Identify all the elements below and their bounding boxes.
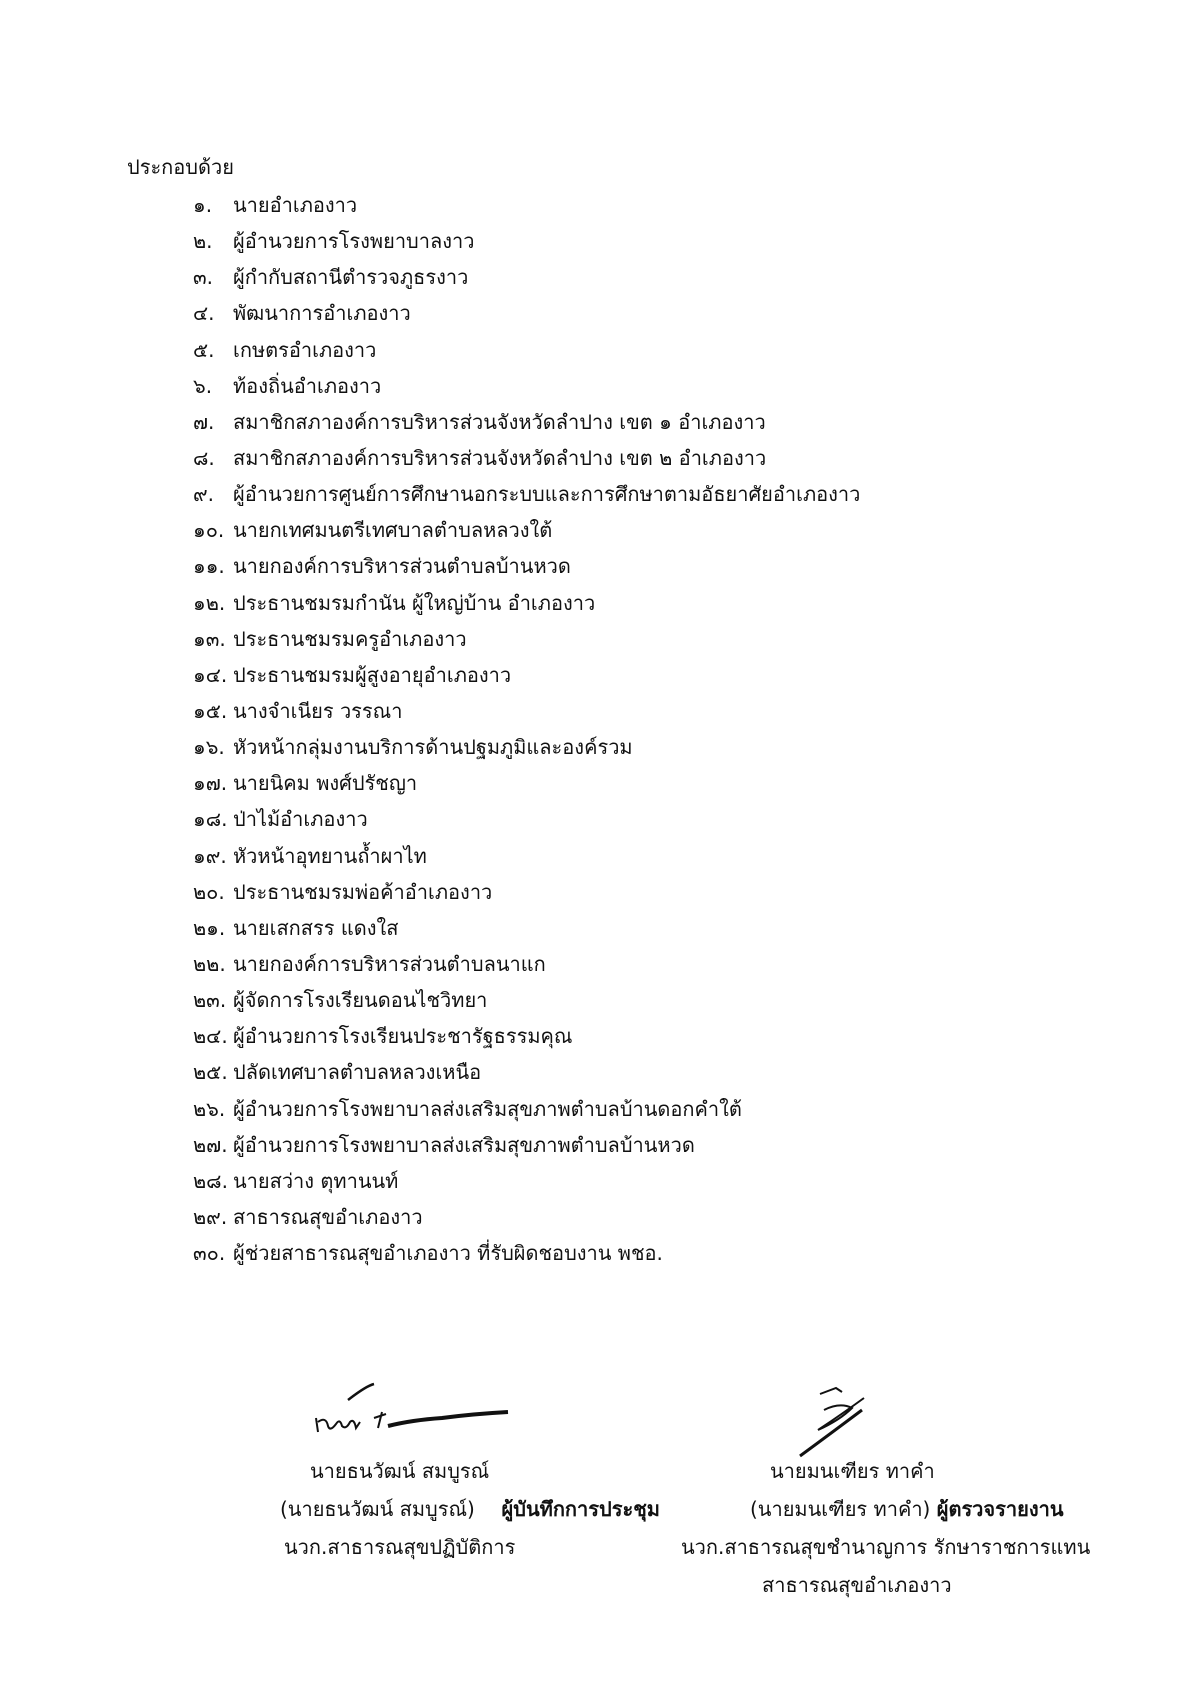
right-signer-name-paren: (นายมนเฑียร ทาคำ) (750, 1497, 931, 1521)
list-item-number: ๑๒. (193, 590, 226, 615)
list-item-text: เกษตรอำเภองาว (233, 337, 377, 362)
list-item-text: ประธานชมรมครูอำเภองาว (233, 626, 467, 651)
list-item (193, 1163, 860, 1199)
list-item (193, 223, 860, 259)
list-item-number: ๑๙. (193, 843, 227, 868)
list-item (193, 693, 860, 729)
left-signer-position: นวก.สาธารณสุขปฏิบัติการ (284, 1535, 516, 1559)
list-item-text: นายเสกสรร แดงใส (233, 915, 399, 940)
list-item-text: นายกเทศมนตรีเทศบาลตำบลหลวงใต้ (233, 518, 553, 543)
list-item (193, 332, 860, 368)
attendees-heading: ประกอบด้วย (127, 155, 234, 179)
list-item-text: ผู้กำกับสถานีตำรวจภูธรงาว (233, 265, 469, 290)
left-signer-name: นายธนวัฒน์ สมบูรณ์ (310, 1459, 490, 1483)
list-item-number: ๓. (193, 265, 214, 290)
list-item-number: ๒๔. (193, 1024, 228, 1049)
list-item-number: ๑๕. (193, 698, 228, 723)
list-item-number: ๑๖. (193, 735, 225, 760)
list-item-number: ๒. (193, 229, 213, 254)
list-item-text: ป่าไม้อำเภองาว (233, 807, 368, 832)
right-signature-block (660, 1452, 1090, 1604)
left-signer-name-paren: (นายธนวัฒน์ สมบูรณ์) (280, 1497, 475, 1521)
list-item (193, 1018, 860, 1054)
list-item (193, 548, 860, 584)
list-item-number: ๒๙. (193, 1204, 228, 1229)
list-item-text: ปลัดเทศบาลตำบลหลวงเหนือ (233, 1060, 482, 1085)
list-item-text: ผู้อำนวยการโรงพยาบาลงาว (233, 229, 475, 254)
list-item (193, 187, 860, 223)
list-item-text: พัฒนาการอำเภองาว (233, 301, 411, 326)
list-item-number: ๑๔. (193, 662, 228, 687)
list-item-text: นายกองค์การบริหารส่วนตำบลนาแก (233, 951, 546, 976)
list-item-number: ๔. (193, 301, 215, 326)
list-item (193, 585, 860, 621)
list-item-number: ๕. (193, 337, 215, 362)
list-item-text: ผู้อำนวยการโรงพยาบาลส่งเสริมสุขภาพตำบลบ้านดอกคำใต้ (233, 1096, 742, 1121)
list-item-text: ประธานชมรมผู้สูงอายุอำเภองาว (233, 662, 512, 687)
list-item-number: ๒๗. (193, 1132, 228, 1157)
list-item-number: ๑. (193, 193, 213, 217)
list-item (193, 1127, 860, 1163)
list-item-text: ประธานชมรมพ่อค้าอำเภองาว (233, 879, 493, 904)
list-item-number: ๑๓. (193, 626, 226, 651)
list-item-text: ประธานชมรมกำนัน ผู้ใหญ่บ้าน อำเภองาว (233, 590, 596, 615)
left-handwritten-signature (312, 1378, 512, 1442)
list-item-text: สมาชิกสภาองค์การบริหารส่วนจังหวัดลำปาง เขต ๒ อำเภองาว (233, 445, 767, 470)
list-item-number: ๙. (193, 482, 215, 507)
list-item-number: ๑๑. (193, 554, 225, 579)
list-item (193, 295, 860, 331)
list-item (193, 982, 860, 1018)
list-item-text: ผู้อำนวยการโรงเรียนประชารัฐธรรมคุณ (233, 1024, 573, 1049)
list-item-text: นายกองค์การบริหารส่วนตำบลบ้านหวด (233, 554, 571, 579)
list-item-number: ๗. (193, 409, 215, 434)
list-item (193, 259, 860, 295)
left-signature-block (280, 1452, 660, 1566)
list-item-text: หัวหน้าอุทยานถ้ำผาไท (233, 843, 427, 868)
list-item (193, 476, 860, 512)
list-item-number: ๒๐. (193, 879, 225, 904)
right-signer-position-2: สาธารณสุขอำเภองาว (762, 1573, 952, 1597)
list-item (193, 874, 860, 910)
list-item (193, 657, 860, 693)
list-item-number: ๑๘. (193, 807, 228, 832)
right-signer-role: ผู้ตรวจรายงาน (936, 1497, 1064, 1521)
list-item-number: ๒๒. (193, 951, 226, 976)
right-handwritten-signature (790, 1380, 890, 1460)
list-item-number: ๑๐. (193, 518, 225, 543)
list-item-text: นายนิคม พงศ์ปรัชญา (233, 771, 418, 796)
list-item-number: ๒๓. (193, 988, 227, 1013)
list-item-number: ๒๘. (193, 1168, 228, 1193)
list-item-text: ผู้อำนวยการโรงพยาบาลส่งเสริมสุขภาพตำบลบ้านหวด (233, 1132, 695, 1157)
list-item-number: ๑๗. (193, 771, 228, 796)
list-item-text: นายสว่าง ตุทานนท์ (233, 1168, 399, 1193)
list-item-number: ๖. (193, 373, 213, 398)
list-item (193, 801, 860, 837)
list-item (193, 838, 860, 874)
list-item (193, 512, 860, 548)
list-item (193, 1091, 860, 1127)
list-item (193, 404, 860, 440)
list-item (193, 440, 860, 476)
left-signer-role: ผู้บันทึกการประชุม (501, 1497, 660, 1521)
right-signer-position: นวก.สาธารณสุขชำนาญการ รักษาราชการแทน (681, 1535, 1091, 1559)
list-item (193, 368, 860, 404)
list-item (193, 1235, 860, 1271)
list-item-number: ๒๑. (193, 915, 226, 940)
list-item-number: ๒๕. (193, 1060, 228, 1085)
list-item-text: ผู้อำนวยการศูนย์การศึกษานอกระบบและการศึกษาตามอัธยาศัยอำเภองาว (233, 482, 861, 507)
right-signer-name: นายมนเฑียร ทาคำ (770, 1459, 935, 1483)
list-item-number: ๒๖. (193, 1096, 226, 1121)
list-item-text: ท้องถิ่นอำเภองาว (233, 373, 382, 398)
list-item-text: หัวหน้ากลุ่มงานบริการด้านปฐมภูมิและองค์รวม (233, 735, 633, 760)
list-item-text: สาธารณสุขอำเภองาว (233, 1204, 423, 1229)
list-item-text: นายอำเภองาว (233, 193, 358, 217)
list-item (193, 946, 860, 982)
list-item (193, 1199, 860, 1235)
list-item-text: ผู้ช่วยสาธารณสุขอำเภองาว ที่รับผิดชอบงาน พชอ. (233, 1241, 663, 1266)
list-item (193, 910, 860, 946)
list-item-number: ๓๐. (193, 1241, 226, 1266)
list-item-text: สมาชิกสภาองค์การบริหารส่วนจังหวัดลำปาง เขต ๑ อำเภองาว (233, 409, 766, 434)
list-item (193, 729, 860, 765)
list-item-text: ผู้จัดการโรงเรียนดอนไชวิทยา (233, 988, 488, 1013)
list-item (193, 621, 860, 657)
list-item-number: ๘. (193, 445, 215, 470)
list-item (193, 1054, 860, 1090)
list-item (193, 765, 860, 801)
members-list (193, 187, 860, 1271)
list-item-text: นางจำเนียร วรรณา (233, 698, 403, 723)
